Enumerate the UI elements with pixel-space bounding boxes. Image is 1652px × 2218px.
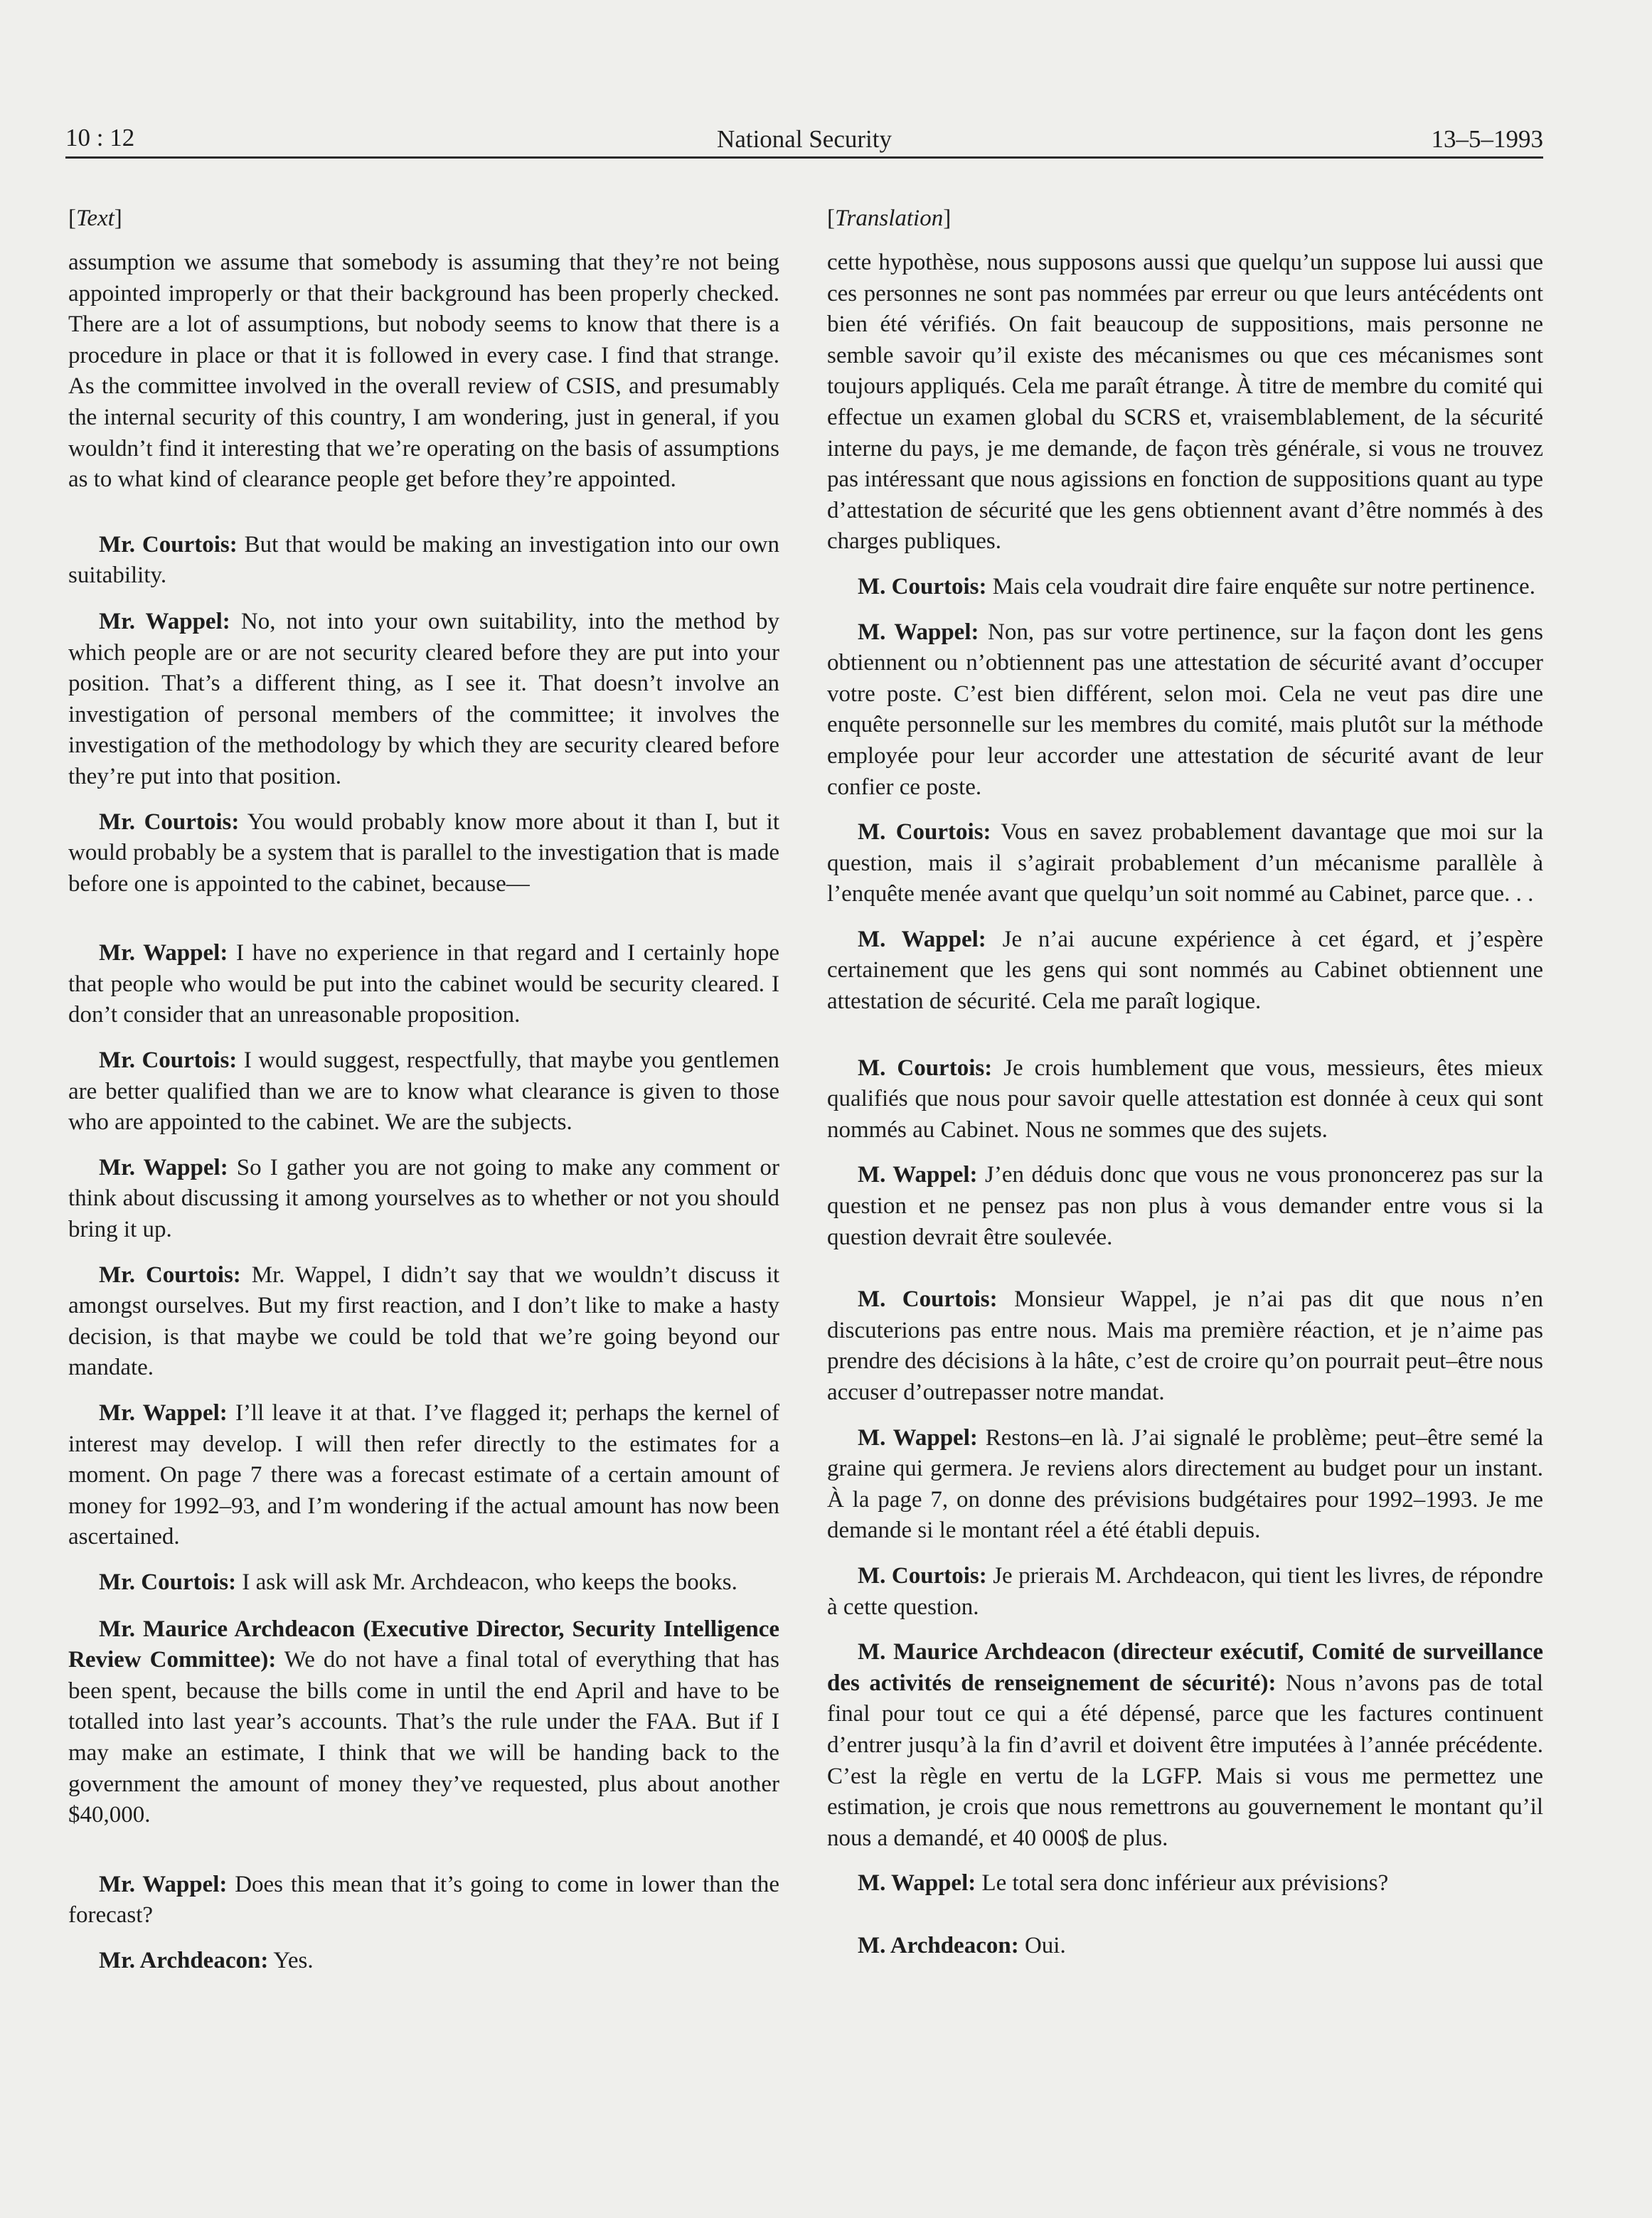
paragraph — [827, 1423, 1543, 1547]
french-column — [827, 203, 1543, 1962]
speaker-name: M. Courtois: — [858, 1286, 998, 1313]
speaker-name: Mr. Wappel: — [99, 608, 230, 634]
paragraph — [68, 938, 779, 1031]
speaker-name: Mr. Maurice Archdeacon (Executive Director, Security Intelligence Review Committee): — [68, 1616, 779, 1673]
speaker-name: M. Wappel: — [858, 619, 979, 645]
paragraph — [68, 1260, 779, 1384]
paragraph — [827, 1160, 1543, 1253]
paragraph-text: I’ll leave it at that. I’ve flagged it; perhaps the kernel of interest may develop. I will then refer directly to the estimates for a moment. On page 7 there was a forecast estimate of a certain amount of money for 1992–93, and I’m wondering if the actual amount has now been ascertained. — [68, 1400, 780, 1550]
paragraph-text: Monsieur Wappel, je n’ai pas dit que nous n’en discuterions pas entre nous. Mais ma première réaction, et je n’aime pas prendre des décisions à la hâte, c’est de croire qu’on pourrait peut–être nous accuser d’outrepasser notre mandat. — [827, 1286, 1544, 1405]
paragraph-text: Oui. — [1024, 1932, 1066, 1958]
paragraph-text: I ask will ask Mr. Archdeacon, who keeps the books. — [242, 1569, 737, 1595]
speaker-name: Mr. Wappel: — [99, 1871, 228, 1897]
paragraph-text: cette hypothèse, nous supposons aussi que quelqu’un suppose lui aussi que ces personnes ne sont pas nommées par erreur ou que leurs antécédents ont bien été vérifiés. On fait beaucoup de suppositions, mais personne ne semble savoir qu’il existe des mécanismes ou que ces mécanismes sont toujours appliqués. Cela me paraît étrange. À titre de membre du comité qui effectue un examen global du SCRS et, vraisemblablement, de la sécurité interne du pays, je me demande, de façon très générale, si vous ne trouvez pas intéressant que nous agissions en fonction de suppositions quant au type d’attestation de sécurité que les gens obtiennent avant d’être nommés à des charges publiques. — [827, 250, 1543, 555]
speaker-name: Mr. Wappel: — [99, 1154, 228, 1180]
speaker-name: M. Courtois: — [858, 573, 987, 599]
speaker-name: Mr. Courtois: — [99, 809, 240, 835]
speaker-name: M. Wappel: — [858, 1424, 978, 1451]
column-label-text: Text — [76, 206, 114, 231]
speaker-name: Mr. Courtois: — [99, 1569, 237, 1595]
column-label: [Translation] — [827, 206, 952, 231]
paragraph — [68, 1870, 779, 1931]
page-header — [65, 119, 1543, 159]
paragraph-text: Je crois humblement que vous, messieurs, êtes mieux qualifiés que nous pour savoir quelle attestation est donnée à ceux qui sont nommés au Cabinet. Nous ne sommes que des sujets. — [827, 1055, 1544, 1143]
speaker-name: M. Courtois: — [858, 1055, 993, 1081]
speaker-name: Mr. Courtois: — [99, 531, 238, 558]
page-number: 10 : 12 — [65, 124, 135, 151]
paragraph — [68, 807, 779, 900]
speaker-name: M. Wappel: — [858, 1870, 976, 1897]
speaker-name: Mr. Wappel: — [99, 940, 228, 966]
paragraph-text: Nous n’avons pas de total final pour tout ce qui a été dépensé, parce que les factures continuent d’entrer jusqu’à la fin d’avril et doivent être imputées à l’année précédente. C’est la règle en vertu de la LGFP. Mais si vous me permettez une estimation, je crois que nous remettrons au gouvernement le montant qu’il nous a demandé, et 40 000$ de plus. — [827, 1670, 1543, 1851]
paragraph-text: assumption we assume that somebody is assuming that they’re not being appointed improperly or that their background has been properly checked. There are a lot of assumptions, but nobody seems to know that there is a procedure in place or that it is followed in every case. I find that strange. As the committee involved in the overall review of CSIS, and presumably the internal security of this country, I am wondering, just in general, if you wouldn’t find it interesting that we’re operating on the basis of assumptions as to what kind of clearance people get before they’re appointed. — [68, 250, 779, 493]
paragraph — [827, 617, 1543, 804]
paragraph — [68, 1045, 779, 1139]
paragraph-text: So I gather you are not going to make any comment or think about discussing it among yourselves as to whether or not you should bring it up. — [68, 1154, 780, 1243]
paragraph-text: You would probably know more about it than I, but it would probably be a system that is parallel to the investigation that is made before one is appointed to the cabinet, because— — [68, 809, 780, 897]
paragraph — [827, 1868, 1543, 1899]
speaker-name: Mr. Courtois: — [99, 1047, 238, 1074]
page-date: 13–5–1993 — [1431, 125, 1543, 153]
paragraph-text: Mr. Wappel, I didn’t say that we wouldn’t discuss it amongst ourselves. But my first reaction, and I don’t like to make a hasty decision, is that maybe we could be told that we’re going beyond our mandate. — [68, 1262, 780, 1381]
paragraph — [68, 1946, 779, 1977]
paragraph — [68, 247, 779, 496]
paragraph-text: Le total sera donc inférieur aux prévisions? — [981, 1870, 1389, 1897]
paragraph-text: No, not into your own suitability, into the method by which people are or are not security cleared before they are put into your position. That’s a different thing, as I see it. That doesn’t involve an investigation of personal members of the committee; it involves the investigation of the methodology by which they are security cleared before they’re put into that position. — [68, 608, 780, 789]
paragraph — [827, 1284, 1543, 1408]
paragraph — [827, 247, 1543, 558]
english-column — [68, 203, 779, 1977]
page-title: National Security — [717, 125, 892, 153]
paragraph — [68, 1153, 779, 1246]
paragraph-text: Restons–en là. J’ai signalé le problème; peut–être semé la graine qui germera. Je reviens alors directement au budget pour un instant. À la page 7, on donne des prévisions budgétaires pour 1992–1993. Je me demande si le montant réel a été établi depuis. — [827, 1424, 1543, 1544]
paragraph — [68, 607, 779, 793]
speaker-name: Mr. Wappel: — [99, 1400, 228, 1426]
paragraph-text: Mais cela voudrait dire faire enquête sur notre pertinence. — [992, 573, 1535, 599]
speaker-name: M. Wappel: — [858, 926, 986, 952]
speaker-name: M. Wappel: — [858, 1162, 978, 1188]
paragraph — [68, 1567, 779, 1599]
paragraph-text: I have no experience in that regard and I certainly hope that people who would be put into the cabinet would be security cleared. I don’t consider that an unreasonable proposition. — [68, 940, 780, 1028]
paragraph-text: Non, pas sur votre pertinence, sur la façon dont les gens obtiennent ou n’obtiennent pas une attestation de sécurité avant d’occuper votre poste. C’est bien différent, selon moi. Cela ne veut pas dire une enquête personnelle sur les membres du comité, mais plutôt sur la méthode employée pour leur accorder une attestation de sécurité avant de leur confier ce poste. — [827, 619, 1543, 800]
speaker-name: M. Courtois: — [858, 819, 991, 846]
paragraph — [827, 1053, 1543, 1146]
speaker-name: Mr. Archdeacon: — [99, 1947, 269, 1973]
paragraph — [68, 1398, 779, 1553]
paragraph — [827, 1637, 1543, 1854]
paragraph — [827, 1561, 1543, 1623]
column-label-text: Translation — [835, 206, 944, 231]
speaker-name: M. Courtois: — [858, 1562, 987, 1589]
paragraph-text: We do not have a final total of everything that has been spent, because the bills come in until the end April and have to be totalled into last year’s accounts. That’s the rule under the FAA. But if I may make an estimate, I think that we will be handing back to the government the amount of money they’ve requested, plus about another $40,000. — [68, 1647, 780, 1828]
speaker-name: Mr. Courtois: — [99, 1262, 241, 1288]
paragraph — [827, 572, 1543, 603]
speaker-name: M. Maurice Archdeacon (directeur exécutif, Comité de surveillance des activités de renseignement de sécurité): — [827, 1639, 1543, 1696]
paragraph-text: J’en déduis donc que vous ne vous prononcerez pas sur la question et ne pensez pas non plus à vous demander entre vous si la question devrait être soulevée. — [827, 1162, 1544, 1250]
paragraph-text: Does this mean that it’s going to come in lower than the forecast? — [68, 1871, 779, 1929]
speaker-name: M. Archdeacon: — [858, 1932, 1019, 1958]
paragraph-text: Je prierais M. Archdeacon, qui tient les livres, de répondre à cette question. — [827, 1562, 1544, 1620]
paragraph-text: Vous en savez probablement davantage que moi sur la question, mais il s’agirait probablement d’un mécanisme parallèle à l’enquête menée avant que quelqu’un soit nommé au Cabinet, parce que. . . — [827, 819, 1544, 907]
paragraph-text: But that would be making an investigation into our own suitability. — [68, 531, 780, 589]
column-label: [Text] — [68, 206, 122, 231]
paragraph — [827, 817, 1543, 910]
paragraph-text: Yes. — [273, 1947, 314, 1973]
paragraph — [68, 1614, 779, 1831]
paragraph-text: I would suggest, respectfully, that maybe you gentlemen are better qualified than we are to know what clearance is given to those who are appointed to the cabinet. We are the subjects. — [68, 1047, 779, 1136]
paragraph — [68, 530, 779, 592]
paragraph — [827, 924, 1543, 1018]
paragraph-text: Je n’ai aucune expérience à cet égard, et j’espère certainement que les gens qui sont nommés au Cabinet obtiennent une attestation de sécurité. Cela me paraît logique. — [827, 926, 1544, 1015]
paragraph — [827, 1931, 1543, 1962]
